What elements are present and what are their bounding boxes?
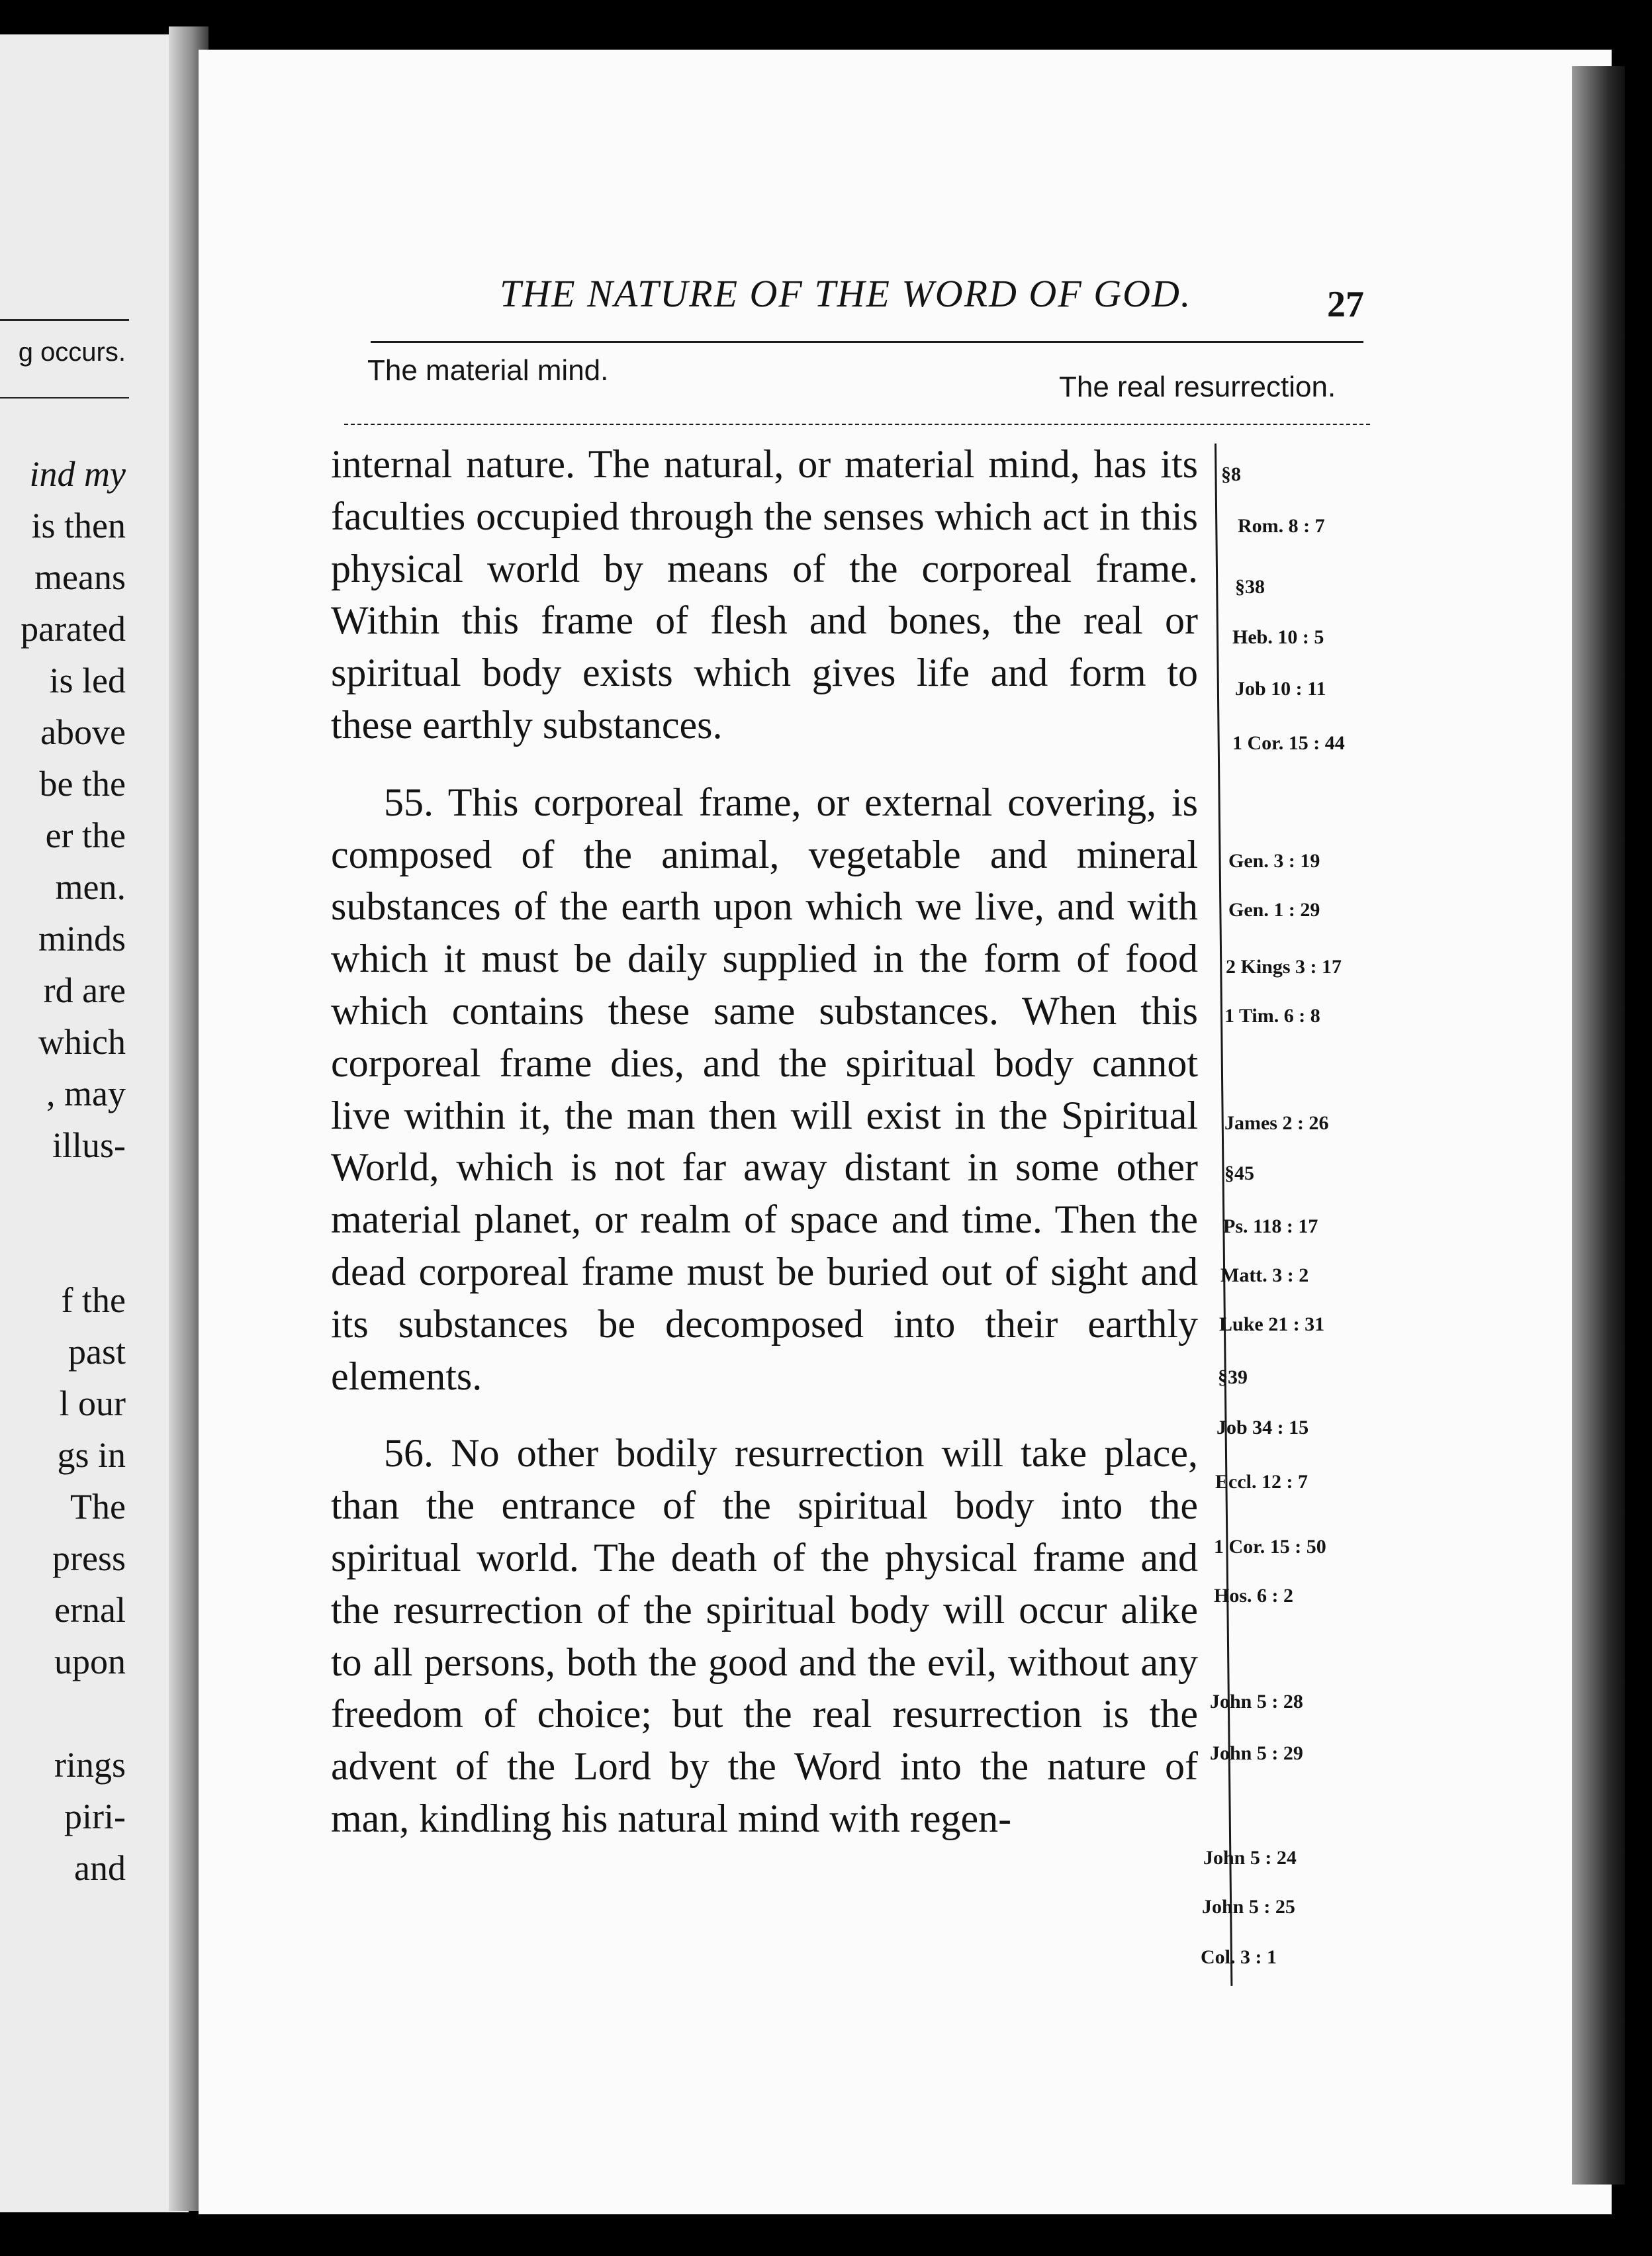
- left-line: is then: [31, 506, 126, 545]
- left-line: means: [34, 557, 126, 597]
- left-line: upon: [54, 1642, 126, 1681]
- margin-ref: John 5 : 28: [1210, 1691, 1303, 1713]
- margin-ref: Col. 3 : 1: [1201, 1946, 1277, 1968]
- left-line: er the: [45, 816, 126, 855]
- margin-ref: Ps. 118 : 17: [1223, 1215, 1318, 1237]
- margin-ref: John 5 : 29: [1210, 1742, 1303, 1764]
- running-title: THE NATURE OF THE WORD OF GOD.: [500, 272, 1192, 315]
- left-header-rule-bottom: [0, 397, 129, 399]
- margin-ref: §39: [1218, 1366, 1248, 1388]
- left-line: is led: [49, 661, 126, 700]
- left-line: gs in: [57, 1435, 126, 1475]
- left-line: be the: [39, 764, 126, 804]
- header-rule-top: [371, 341, 1363, 343]
- margin-ref: Luke 21 : 31: [1219, 1313, 1325, 1335]
- paragraph: internal nature. The natural, or material mind, has its faculties occupied through the senses which act in this physical world by means of the corporeal frame. Within this frame of flesh and bones, the real or spiritual body exists which gives life and form to these earthly substances.: [331, 442, 1198, 747]
- left-line: piri-: [64, 1797, 126, 1836]
- margin-ref: §45: [1224, 1162, 1254, 1184]
- margin-ref: 1 Cor. 15 : 50: [1214, 1536, 1326, 1558]
- paragraph-56: 56. No other bodily resurrection will take place, than the entrance of the spiritual body into the spiritual world. The death of the physical frame and the resurrection of the spiritual body will occur alike to all persons, both the good and the evil, without any freedom of choice; but the real resurrection is the advent of the Lord by the Word into the nature of man, kindling his natural mind with regen-: [331, 1431, 1198, 1840]
- left-line: rd are: [43, 970, 126, 1010]
- left-line: which: [38, 1022, 126, 1062]
- header-rule-bottom: [344, 424, 1370, 425]
- paragraph-55: 55. This corporeal frame, or external covering, is composed of the animal, vegetable and mineral substances of the earth upon which we live, and with which it must be daily supplied in the form of food which contains these same substances. When this corporeal frame dies, and the spiritual body cannot live within it, the man then will exist in the Spiritual World, which is not far away distant in some other material planet, or realm of space and time. Then the dead corporeal frame must be buried out of sight and its substances be decomposed into their earthly elements.: [331, 780, 1198, 1398]
- left-line: minds: [38, 919, 126, 959]
- left-line: parated: [21, 609, 126, 649]
- margin-ref: Gen. 3 : 19: [1228, 850, 1320, 872]
- left-page-header: g occurs.: [18, 338, 126, 367]
- left-line: [21, 1687, 126, 1739]
- margin-ref: Heb. 10 : 5: [1232, 626, 1324, 648]
- left-line: press: [52, 1538, 126, 1578]
- left-sidenote: The material mind.: [367, 354, 609, 387]
- left-page-text: [21, 448, 126, 1894]
- left-line: above: [40, 712, 126, 752]
- left-line: f the: [61, 1280, 126, 1320]
- margin-ref: John 5 : 25: [1202, 1896, 1295, 1918]
- left-header-rule-top: [0, 319, 129, 321]
- margin-ref: Rom. 8 : 7: [1238, 515, 1325, 537]
- margin-ref: Job 34 : 15: [1216, 1417, 1309, 1438]
- left-line: The: [70, 1487, 126, 1527]
- margin-ref: Eccl. 12 : 7: [1215, 1471, 1308, 1493]
- left-line: l our: [59, 1384, 126, 1423]
- margin-ref: James 2 : 26: [1224, 1112, 1329, 1134]
- margin-ref: John 5 : 24: [1203, 1847, 1297, 1869]
- margin-ref: 1 Cor. 15 : 44: [1232, 732, 1345, 754]
- left-page-fragment: [0, 34, 189, 2212]
- margin-ref: Gen. 1 : 29: [1228, 899, 1320, 921]
- margin-ref: Job 10 : 11: [1235, 678, 1326, 700]
- right-sidenote: The real resurrection.: [1059, 371, 1336, 403]
- left-line: ind my: [29, 454, 126, 494]
- left-line: past: [68, 1332, 126, 1372]
- margin-ref: Matt. 3 : 2: [1220, 1264, 1309, 1286]
- margin-ref: 2 Kings 3 : 17: [1226, 956, 1342, 978]
- left-line: illus-: [52, 1125, 126, 1165]
- left-line: rings: [54, 1745, 126, 1785]
- body-text: [331, 438, 1198, 1845]
- left-line: ernal: [54, 1590, 126, 1630]
- margin-ref: §38: [1235, 576, 1265, 598]
- margin-ref: §8: [1221, 463, 1241, 485]
- margin-ref: Hos. 6 : 2: [1214, 1585, 1293, 1607]
- page-number: 27: [1327, 284, 1364, 325]
- left-line: men.: [55, 867, 126, 907]
- left-line: and: [74, 1848, 126, 1888]
- left-line: , may: [46, 1074, 126, 1113]
- left-line: [21, 1171, 126, 1223]
- page-edge-shadow: [1572, 66, 1625, 2185]
- margin-ref: 1 Tim. 6 : 8: [1224, 1005, 1320, 1027]
- left-line: [21, 1223, 126, 1274]
